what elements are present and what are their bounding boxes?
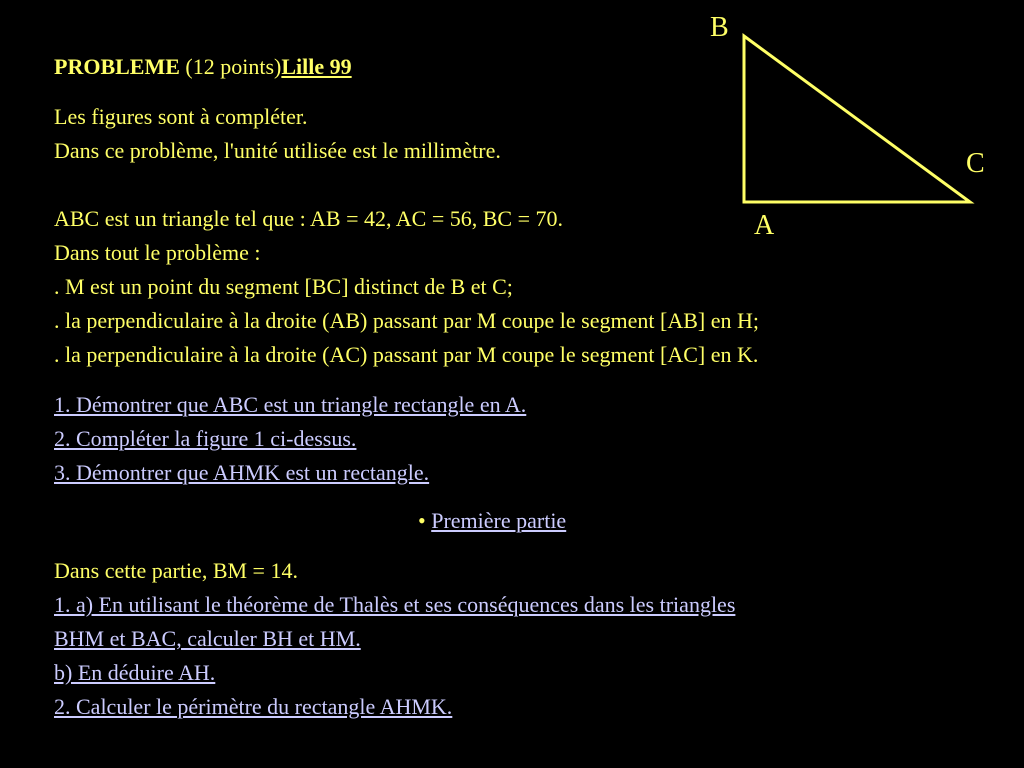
point-c-label: C <box>966 148 985 179</box>
part1-given: Dans cette partie, BM = 14. <box>54 558 298 583</box>
statement-line-3: . M est un point du segment [BC] distinct de B et C; <box>54 274 513 299</box>
statement-line-1: ABC est un triangle tel que : AB = 42, AC = 56, BC = 70. <box>54 206 563 231</box>
point-a-label: A <box>754 210 775 241</box>
statement-line-2: Dans tout le problème : <box>54 240 261 265</box>
statement-line-5: . la perpendiculaire à la droite (AC) passant par M coupe le segment [AC] en K. <box>54 342 759 367</box>
triangle-abc <box>744 36 970 202</box>
source-link[interactable]: Lille 99 <box>281 54 352 79</box>
premiere-partie-link[interactable]: Première partie <box>431 508 567 533</box>
part1-q1a-line2-link[interactable]: BHM et BAC, calculer BH et HM. <box>54 626 361 651</box>
point-b-label: B <box>710 12 729 43</box>
part1-q1a-line1-link[interactable]: 1. a) En utilisant le théorème de Thalès et ses conséquences dans les triangles <box>54 592 736 617</box>
bullet: • <box>418 508 426 533</box>
part1-q2-link[interactable]: 2. Calculer le périmètre du rectangle AHMK. <box>54 694 453 719</box>
intro-line-2: Dans ce problème, l'unité utilisée est le millimètre. <box>54 138 501 163</box>
intro-line-1: Les figures sont à compléter. <box>54 104 308 129</box>
question-1-link[interactable]: 1. Démontrer que ABC est un triangle rectangle en A. <box>54 392 527 417</box>
problem-title: PROBLEME <box>54 54 180 79</box>
question-3-link[interactable]: 3. Démontrer que AHMK est un rectangle. <box>54 460 430 485</box>
part1-q1b-link[interactable]: b) En déduire AH. <box>54 660 216 685</box>
problem-points: (12 points) <box>179 54 282 79</box>
statement-line-4: . la perpendiculaire à la droite (AB) passant par M coupe le segment [AB] en H; <box>54 308 759 333</box>
question-2-link[interactable]: 2. Compléter la figure 1 ci-dessus. <box>54 426 357 451</box>
